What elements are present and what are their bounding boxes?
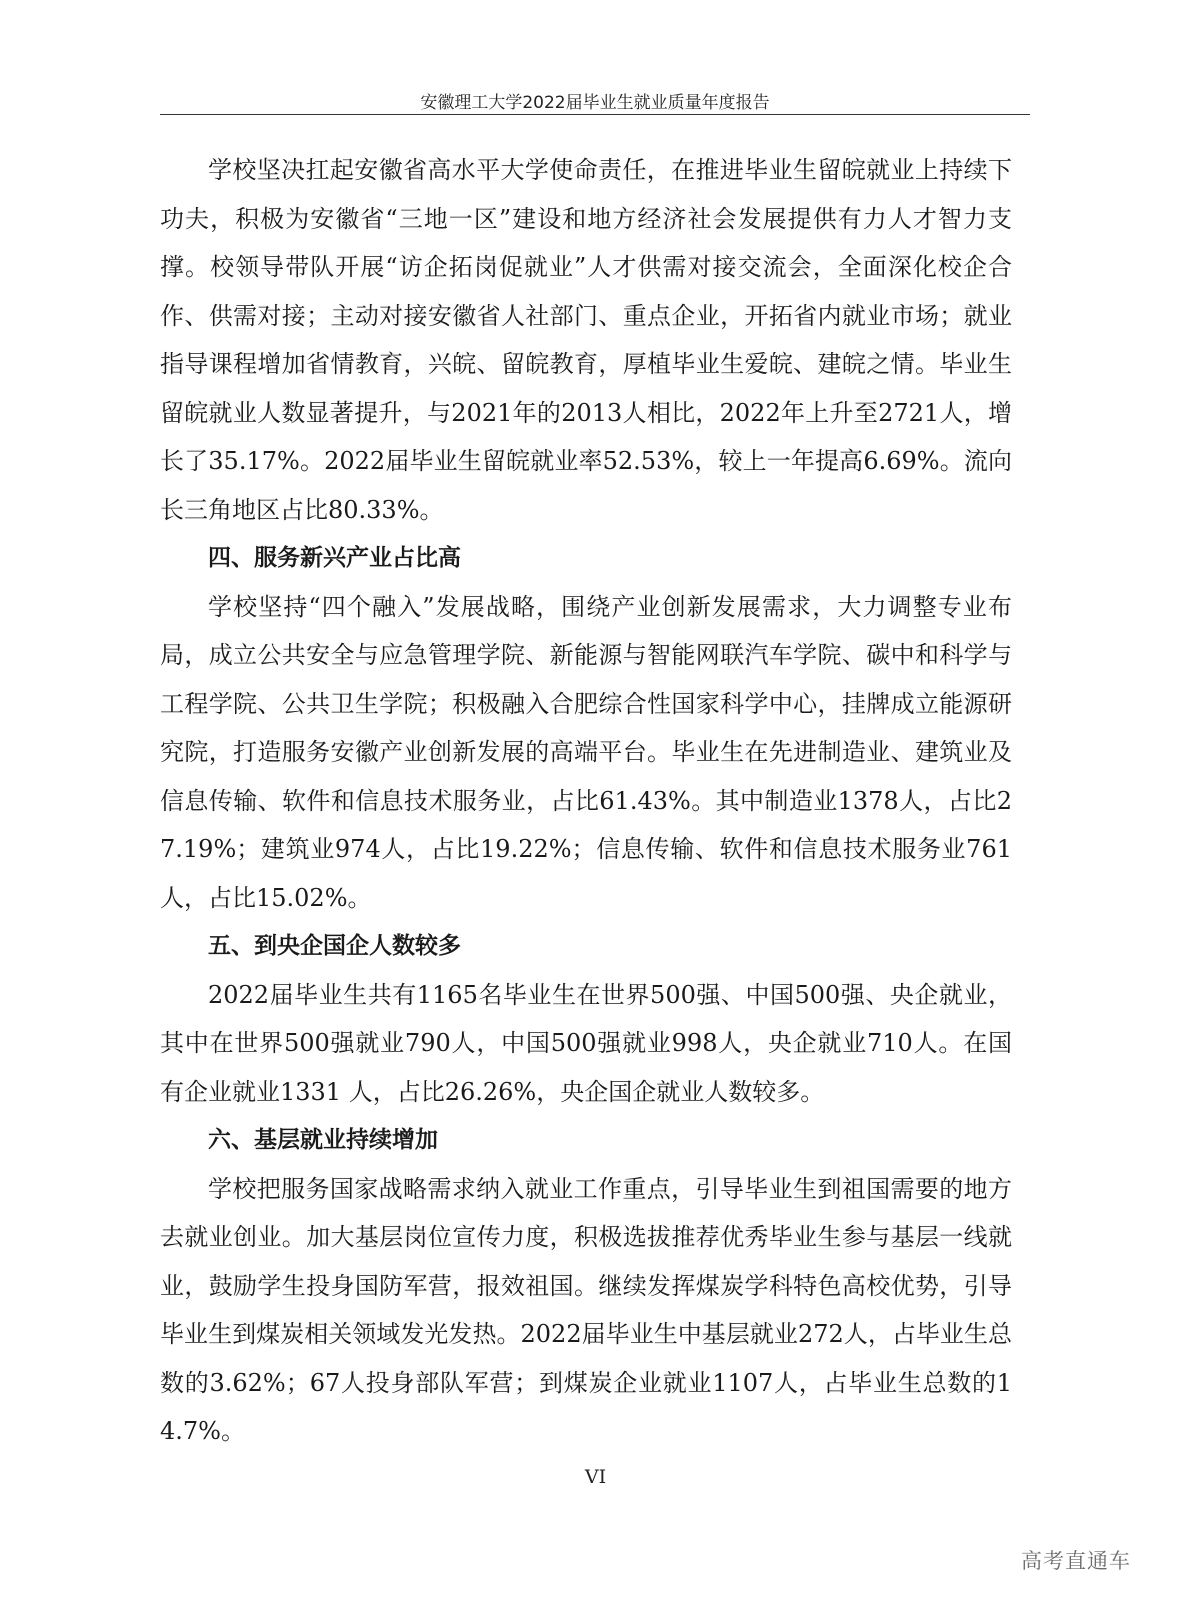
document-body xyxy=(160,146,1012,1456)
section-heading-5: 五、到央企国企人数较多 xyxy=(208,933,461,959)
section-paragraph-4: 学校坚持“四个融入”发展战略，围绕产业创新发展需求，大力调整专业布局，成立公共安全与应急管理学院、新能源与智能网联汽车学院、碳中和科学与工程学院、公共卫生学院；积极融入合肥综合性国家科学中心，挂牌成立能源研究院，打造服务安徽产业创新发展的高端平台。毕业生在先进制造业、建筑业及信息传输、软件和信息技术服务业，占比61.43%。其中制造业1378人，占比27.19%；建筑业974人，占比19.22%；信息传输、软件和信息技术服务业761人，占比15.02%。 xyxy=(160,592,1012,912)
section-heading-4: 四、服务新兴产业占比高 xyxy=(208,545,461,571)
section-paragraph-5: 2022届毕业生共有1165名毕业生在世界500强、中国500强、央企就业，其中在世界500强就业790人，中国500强就业998人，央企就业710人。在国有企业就业1331 人，占比26.26%，央企国企就业人数较多。 xyxy=(160,980,1012,1106)
watermark: 高考直通车 xyxy=(1021,1549,1131,1573)
section-heading-6: 六、基层就业持续增加 xyxy=(208,1127,438,1153)
section-paragraph-6: 学校把服务国家战略需求纳入就业工作重点，引导毕业生到祖国需要的地方去就业创业。加大基层岗位宣传力度，积极选拔推荐优秀毕业生参与基层一线就业，鼓励学生投身国防军营，报效祖国。继续发挥煤炭学科特色高校优势，引导毕业生到煤炭相关领域发光发热。2022届毕业生中基层就业272人，占毕业生总数的3.62%；67人投身部队军营；到煤炭企业就业1107人，占毕业生总数的14.7%。 xyxy=(160,1174,1012,1445)
page-number: VI xyxy=(584,1466,607,1488)
header-divider xyxy=(160,114,1030,115)
intro-paragraph: 学校坚决扛起安徽省高水平大学使命责任，在推进毕业生留皖就业上持续下功夫，积极为安徽省“三地一区”建设和地方经济社会发展提供有力人才智力支撑。校领导带队开展“访企拓岗促就业”人才供需对接交流会，全面深化校企合作、供需对接；主动对接安徽省人社部门、重点企业，开拓省内就业市场；就业指导课程增加省情教育，兴皖、留皖教育，厚植毕业生爱皖、建皖之情。毕业生留皖就业人数显著提升，与2021年的2013人相比，2022年上升至2721人，增长了35.17%。2022届毕业生留皖就业率52.53%，较上一年提高6.69%。流向长三角地区占比80.33%。 xyxy=(160,156,1012,524)
running-header: 安徽理工大学2022届毕业生就业质量年度报告 xyxy=(420,93,770,113)
